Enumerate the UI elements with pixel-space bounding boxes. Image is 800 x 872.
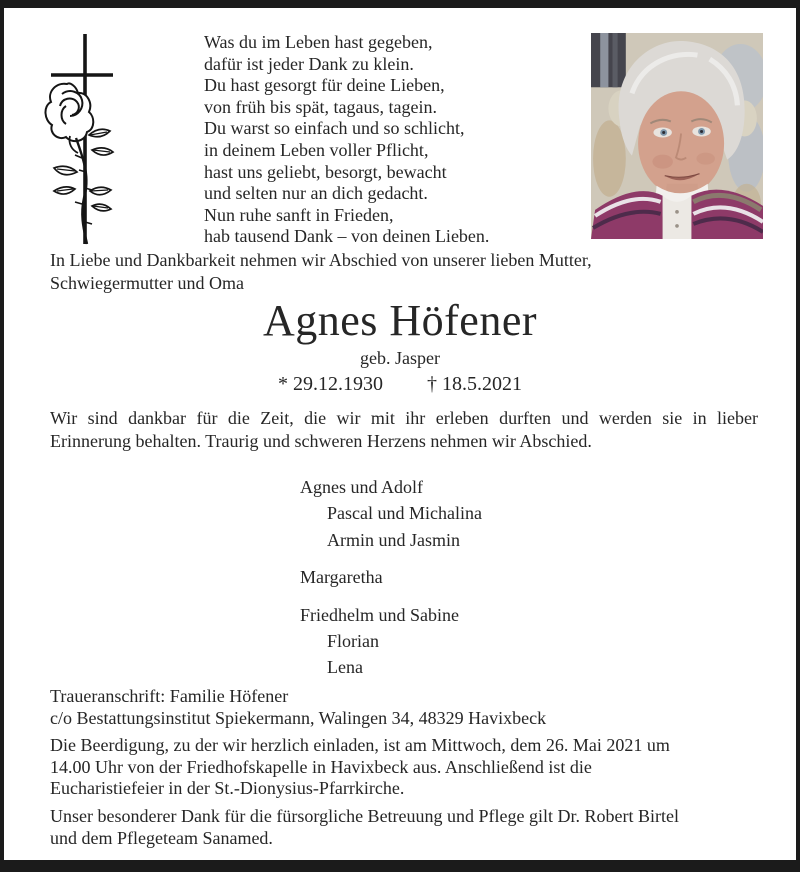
mourner-name: Friedhelm und Sabine (300, 604, 459, 625)
address-line: c/o Bestattungsinstitut Spiekermann, Walingen 34, 48329 Havixbeck (50, 708, 547, 728)
funeral-info (50, 735, 670, 800)
poem-line: hast uns geliebt, besorgt, bewacht (204, 161, 447, 182)
poem-line: in deinem Leben voller Pflicht, (204, 139, 429, 160)
poem-line: Nun ruhe sanft in Frieden, (204, 204, 394, 225)
mourning-address (50, 685, 546, 729)
poem-line: Du hast gesorgt für deine Lieben, (204, 75, 445, 96)
funeral-line: 14.00 Uhr von der Friedhofskapelle in Havixbeck aus. Anschließend ist die (50, 756, 592, 777)
poem-line: Du warst so einfach und so schlicht, (204, 118, 465, 139)
mourner-name: Armin und Jasmin (327, 529, 460, 550)
funeral-line: Die Beerdigung, zu der wir herzlich einladen, ist am Mittwoch, dem 26. Mai 2021 um (50, 735, 670, 755)
memorial-poem (204, 32, 489, 248)
mourner-group (300, 564, 482, 590)
mourner-group (300, 474, 482, 553)
deceased-name: Agnes Höfener (262, 296, 538, 345)
thanks-line: Unser besonderer Dank für die fürsorgliche Betreuung und Pflege gilt Dr. Robert Birtel (50, 806, 680, 826)
poem-line: dafür ist jeder Dank zu klein. (204, 53, 414, 74)
mourner-name: Agnes und Adolf (300, 477, 423, 497)
intro-text: In Liebe und Dankbarkeit nehmen wir Abschied von unserer lieben Mutter, Schwiegermutter und Oma (50, 250, 592, 293)
address-line: Traueranschrift: Familie Höfener (50, 686, 289, 706)
maiden-name: geb. Jasper (360, 347, 440, 368)
cross-rose-illustration (32, 32, 144, 246)
mourner-group (300, 602, 482, 681)
poem-line: hab tausend Dank – von deinen Lieben. (204, 226, 490, 247)
tribute-line: Erinnerung behalten. Traurig und schweren Herzens nehmen wir Abschied. (50, 430, 592, 451)
thanks-text (50, 805, 679, 849)
poem-line: und selten nur an dich gedacht. (204, 183, 428, 204)
mourners-list (300, 474, 482, 681)
mourner-name: Margaretha (300, 567, 383, 588)
funeral-line: Eucharistiefeier in der St.-Dionysius-Pfarrkirche. (50, 778, 405, 798)
poem-line: Was du im Leben hast gegeben, (204, 32, 433, 52)
death-date: † 18.5.2021 (427, 372, 522, 395)
tribute-text (50, 407, 758, 452)
thanks-line: und dem Pflegeteam Sanamed. (50, 828, 273, 848)
deceased-block (4, 296, 796, 396)
mourner-name: Lena (327, 657, 363, 678)
tribute-line: Wir sind dankbar für die Zeit, die wir mit ihr erleben durften und werden sie in lieber (50, 408, 758, 428)
rose-icon (45, 83, 113, 244)
mourner-name: Florian (327, 631, 379, 652)
life-dates (4, 373, 796, 396)
poem-line: von früh bis spät, tagaus, tagein. (204, 96, 437, 117)
portrait-photo (591, 33, 763, 239)
birth-date: * 29.12.1930 (278, 372, 383, 395)
mourner-name: Pascal und Michalina (327, 503, 482, 524)
